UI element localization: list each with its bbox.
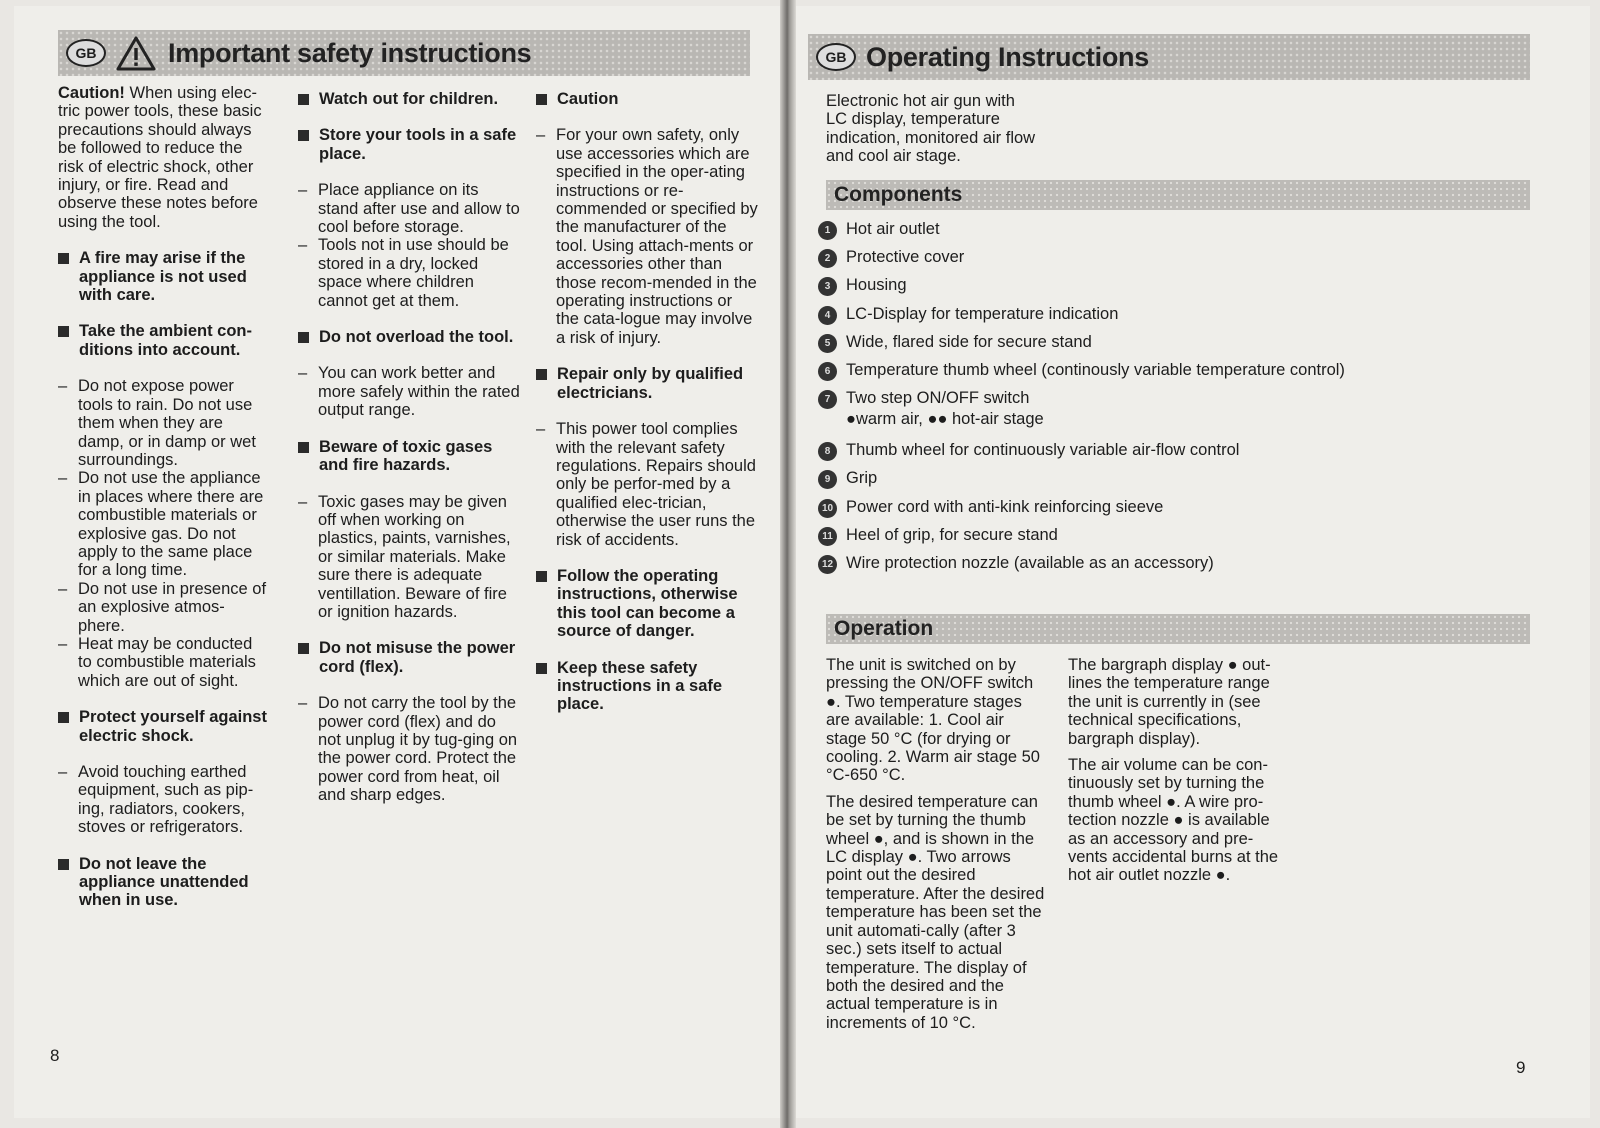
list-item: – Heat may be conducted to combustible materials which are out of sight. — [58, 635, 270, 690]
component-label-group — [846, 361, 1345, 380]
section-heading — [536, 659, 758, 714]
list-item-text: Place appliance on its stand after use and allow to cool before storage. — [318, 181, 520, 237]
list-item-text: Do not use the appliance in places where there are combustible materials or explosive gas. Do not apply to the same place for a long time. — [78, 469, 264, 580]
bullet-square-icon — [536, 663, 547, 674]
heading-text: Watch out for children. — [319, 90, 499, 108]
component-number-badge: 12 — [818, 555, 837, 574]
bullet-list — [298, 181, 520, 310]
heading-text: Follow the operating instructions, otherwise this tool can become a source of danger. — [557, 566, 738, 641]
bullet-square-icon — [536, 94, 547, 105]
bullet-square-icon — [58, 253, 69, 264]
section-heading — [298, 126, 520, 163]
section-heading — [298, 328, 520, 346]
bullet-square-icon — [58, 712, 69, 723]
heading-text: Do not overload the tool. — [319, 328, 514, 347]
product-intro — [826, 92, 1036, 166]
bullet-square-icon — [298, 332, 309, 343]
bullet-list — [58, 377, 270, 690]
component-number-badge: 1 — [818, 221, 837, 240]
component-sublabel: ●warm air, ●● hot-air stage — [846, 410, 1044, 429]
component-item — [818, 276, 1558, 304]
heading-text: A fire may arise if the appliance is not used with care. — [79, 249, 247, 305]
operating-banner — [808, 34, 1530, 80]
intro-text: When using elec-tric power tools, these basic precautions should always be followed to reduce the risk of electric shock, other injury, or fire. Read and observe these notes before using the tool. — [58, 84, 262, 231]
list-item-text: Do not use in presence of an explosive atmos-phere. — [78, 579, 267, 635]
gb-country-badge: GB — [66, 39, 106, 67]
page-title: Operating Instructions — [866, 41, 1149, 72]
component-item — [818, 305, 1558, 333]
list-item-text: For your own safety, only use accessories which are specified in the oper-ating instructions or re-commended or specified by the manufacturer of the tool. Using attach-ments or accessories other than those recom-mended in the operating instructions or the cata-logue may involve a risk of injury. — [556, 126, 758, 347]
section-heading — [536, 365, 758, 402]
operation-paragraph: The desired temperature can be set by turning the thumb wheel ●, and is shown in the LC display ●. Two arrows point out the desired temperature. After the desired temperature has been set the unit automati-cally (after 3 sec.) sets itself to actual temperature. The display of both the desired and the actual temperature is in increments of 10 °C. — [826, 792, 1045, 1032]
bullet-list — [58, 763, 270, 837]
section-heading — [58, 322, 270, 359]
gb-country-badge: GB — [816, 43, 856, 71]
component-label-group — [846, 469, 877, 488]
component-item — [818, 333, 1558, 361]
heading-text: Repair only by qualified electricians. — [557, 365, 744, 402]
component-label: Heel of grip, for secure stand — [846, 525, 1058, 544]
component-label-group — [846, 333, 1092, 352]
safety-column-1 — [58, 84, 270, 928]
list-item: – Do not use the appliance in places where there are combustible materials or explosive gas. Do not apply to the same place for a long time. — [58, 469, 270, 579]
bullet-list — [298, 493, 520, 622]
component-label: Wire protection nozzle (available as an accessory) — [846, 553, 1214, 572]
list-item: – Toxic gases may be given off when working on plastics, paints, varnishes, or similar materials. Make sure there is adequate ventillation. Beware of fire or ignition hazards. — [298, 493, 520, 622]
component-label: Housing — [846, 276, 907, 295]
list-item: – This power tool complies with the relevant safety regulations. Repairs should only be perfor-med by a qualified elec-trician, otherwise the user runs the risk of accidents. — [536, 420, 758, 549]
component-number-badge: 4 — [818, 306, 837, 325]
component-label-group — [846, 389, 1044, 429]
component-label: Power cord with anti-kink reinforcing sieeve — [846, 497, 1164, 516]
list-item-text: You can work better and more safely within the rated output range. — [318, 364, 520, 420]
list-item: – You can work better and more safely within the rated output range. — [298, 364, 520, 420]
component-label: Two step ON/OFF switch — [846, 389, 1030, 408]
list-item-text: This power tool complies with the relevant safety regulations. Repairs should only be perfor-med by a qualified elec-trician, otherwise the user runs the risk of accidents. — [556, 420, 756, 549]
book-gutter — [780, 0, 796, 1128]
safety-column-3 — [536, 90, 758, 732]
list-item-text: Heat may be conducted to combustible materials which are out of sight. — [78, 634, 256, 690]
bullet-square-icon — [298, 643, 309, 654]
section-heading — [536, 90, 758, 108]
section-heading — [298, 438, 520, 475]
caution-label: Caution! — [58, 84, 125, 102]
component-label-group — [846, 526, 1058, 545]
component-label: Protective cover — [846, 248, 965, 267]
component-item — [818, 220, 1558, 248]
heading-text: Caution — [557, 90, 619, 108]
list-item-text: Toxic gases may be given off when working on plastics, paints, varnishes, or similar materials. Make sure there is adequate ventillation. Beware of fire or ignition hazards. — [318, 492, 511, 621]
section-heading — [58, 249, 270, 304]
intro-paragraph — [58, 84, 270, 231]
list-item: – Do not carry the tool by the power cord (flex) and do not unplug it by tug-ging on the power cord. Protect the power cord from heat, oil and sharp edges. — [298, 694, 520, 804]
components-list — [818, 220, 1558, 582]
warning-triangle-icon — [116, 35, 156, 71]
section-heading — [536, 567, 758, 641]
section-heading — [58, 855, 270, 910]
bullet-square-icon — [58, 859, 69, 870]
heading-text: Do not misuse the power cord (flex). — [319, 639, 516, 676]
bullet-list — [536, 126, 758, 347]
bullet-square-icon — [58, 326, 69, 337]
component-label: Thumb wheel for continuously variable air-flow control — [846, 441, 1240, 460]
component-number-badge: 11 — [818, 527, 837, 546]
section-title: Components — [834, 183, 963, 206]
list-item-text: Do not carry the tool by the power cord (flex) and do not unplug it by tug-ging on the power cord. Protect the power cord from heat, oil and sharp edges. — [318, 694, 518, 805]
list-item: – Place appliance on its stand after use and allow to cool before storage. — [298, 181, 520, 237]
component-label-group — [846, 554, 1214, 573]
bullet-square-icon — [536, 369, 547, 380]
list-item: – For your own safety, only use accessories which are specified in the oper-ating instructions or re-commended or specified by the manufacturer of the tool. Using attach-ments or accessories other than those recom-mended in the operating instructions or the cata-logue may involve a risk of injury. — [536, 126, 758, 347]
component-item — [818, 248, 1558, 276]
component-item — [818, 361, 1558, 389]
heading-text: Store your tools in a safe place. — [319, 126, 517, 163]
operation-paragraph: The bargraph display ● out-lines the temperature range the unit is currently in (see technical specifications, bargraph display). — [1068, 656, 1271, 748]
section-heading — [58, 708, 270, 745]
safety-banner — [58, 30, 750, 76]
list-item: – Do not use in presence of an explosive atmos-phere. — [58, 580, 270, 635]
component-item — [818, 389, 1558, 441]
heading-text: Take the ambient con-ditions into account. — [79, 322, 252, 359]
component-item — [818, 554, 1558, 582]
operation-paragraph: The unit is switched on by pressing the ON/OFF switch ●. Two temperature stages are available: 1. Cool air stage 50 °C (for drying or cooling. 2. Warm air stage 50 °C-650 °C. — [826, 656, 1040, 785]
bullet-square-icon — [536, 571, 547, 582]
heading-text: Beware of toxic gases and fire hazards. — [319, 437, 493, 475]
safety-column-2 — [298, 90, 520, 823]
operation-paragraph: The air volume can be con-tinuously set by turning the thumb wheel ●. A wire pro-tection nozzle ● is available as an accessory and pre-vents accidental burns at the hot air outlet nozzle ●. — [1068, 756, 1279, 885]
component-number-badge: 5 — [818, 334, 837, 353]
component-number-badge: 3 — [818, 277, 837, 296]
component-label-group — [846, 441, 1239, 460]
page-number: 8 — [50, 1046, 60, 1065]
list-item: – Do not expose power tools to rain. Do not use them when they are damp, or in damp or wet surroundings. — [58, 377, 270, 469]
component-label-group — [846, 305, 1118, 324]
operation-column-1 — [826, 656, 1048, 1050]
component-number-badge: 9 — [818, 470, 837, 489]
component-number-badge: 7 — [818, 390, 837, 409]
heading-text: Do not leave the appliance unattended when in use. — [79, 854, 249, 910]
component-label-group — [846, 276, 907, 295]
bullet-list — [536, 420, 758, 549]
component-item — [818, 498, 1558, 526]
component-label: LC-Display for temperature indication — [846, 304, 1119, 323]
list-item-text: Avoid touching earthed equipment, such as pip-ing, radiators, cookers, stoves or refrigerators. — [78, 763, 254, 837]
component-item — [818, 526, 1558, 554]
component-number-badge: 8 — [818, 442, 837, 461]
section-heading — [298, 639, 520, 676]
bullet-square-icon — [298, 130, 309, 141]
component-label-group — [846, 248, 964, 267]
component-label-group — [846, 498, 1163, 517]
list-item-text: Do not expose power tools to rain. Do not use them when they are damp, or in damp or wet surroundings. — [78, 377, 256, 469]
list-item-text: Tools not in use should be stored in a dry, locked space where children cannot get at them. — [318, 236, 509, 310]
component-number-badge: 6 — [818, 362, 837, 381]
bullet-square-icon — [298, 94, 309, 105]
component-item — [818, 441, 1558, 469]
component-number-badge: 2 — [818, 249, 837, 268]
intro-text: Electronic hot air gun with LC display, temperature indication, monitored air flow and cool air stage. — [826, 92, 1036, 166]
operation-column-2 — [1068, 656, 1290, 903]
component-label-group — [846, 220, 940, 239]
list-item: – Avoid touching earthed equipment, such as pip-ing, radiators, cookers, stoves or refrigerators. — [58, 763, 270, 837]
heading-text: Keep these safety instructions in a safe place. — [557, 658, 723, 714]
component-item — [818, 469, 1558, 497]
components-banner — [826, 180, 1530, 210]
component-label: Wide, flared side for secure stand — [846, 332, 1092, 351]
section-heading — [298, 90, 520, 108]
heading-text: Protect yourself against electric shock. — [79, 708, 267, 745]
section-title: Operation — [834, 617, 934, 640]
page-title: Important safety instructions — [168, 37, 532, 68]
component-label: Temperature thumb wheel (continously variable temperature control) — [846, 360, 1345, 379]
page-number: 9 — [1516, 1058, 1526, 1077]
component-number-badge: 10 — [818, 499, 837, 518]
component-label: Grip — [846, 469, 878, 488]
bullet-list — [298, 694, 520, 804]
bullet-square-icon — [298, 442, 309, 453]
list-item: – Tools not in use should be stored in a dry, locked space where children cannot get at them. — [298, 236, 520, 310]
operation-banner — [826, 614, 1530, 644]
component-label: Hot air outlet — [846, 220, 940, 238]
bullet-list — [298, 364, 520, 419]
